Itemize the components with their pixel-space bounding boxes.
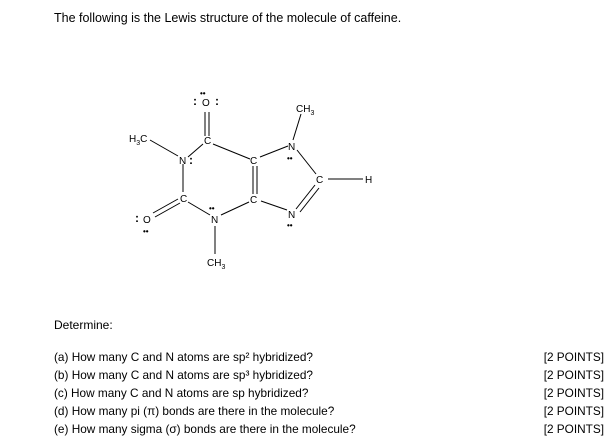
lone-pair-o-left-1: : [135, 211, 139, 225]
bond-cjb-nb [221, 202, 249, 215]
question-row [54, 368, 604, 384]
lone-pair-n-right-bottom: •• [287, 221, 293, 230]
caffeine-lewis-structure [95, 60, 385, 290]
atom-n1: N [179, 156, 187, 167]
lone-pair-n-right-top: •• [287, 154, 293, 163]
question-e: (e) How many sigma (σ) bonds are there in the molecule? [54, 422, 356, 436]
atom-n-right-top: N [288, 142, 296, 153]
bond-ctop-cjt [213, 144, 250, 159]
question-row [54, 422, 604, 438]
atom-h-right: H [365, 175, 373, 186]
points-c: [2 POINTS] [543, 386, 604, 400]
bond-ch3-n1 [150, 140, 178, 156]
atom-ch3-bottom: $CH_3$ [207, 258, 226, 271]
question-row [54, 404, 604, 420]
points-e: [2 POINTS] [543, 422, 604, 436]
bond-nrb-cjb [261, 201, 287, 210]
determine-heading: Determine: [54, 318, 113, 332]
lone-pair-o-top-above: •• [200, 89, 206, 98]
lone-pair-n-bottom: •• [209, 204, 215, 213]
atom-n-bottom: N [211, 215, 219, 226]
lone-pair-o-top-left: : [193, 94, 197, 108]
atom-n-right-bottom: N [288, 210, 296, 221]
lone-pair-n1: : [189, 153, 193, 167]
question-d: (d) How many pi (π) bonds are there in the molecule? [54, 404, 335, 418]
atom-ch3-top-right: $CH_3$ [296, 104, 315, 117]
atom-c-junction-bottom: C [250, 195, 258, 206]
question-row [54, 350, 604, 366]
points-a: [2 POINTS] [543, 350, 604, 364]
question-c: (c) How many C and N atoms are sp hybridized? [54, 386, 309, 400]
question-b: (b) How many C and N atoms are sp³ hybridized? [54, 368, 313, 382]
lone-pair-o-top-right: : [215, 94, 219, 108]
atom-o-left: O [143, 215, 151, 226]
points-b: [2 POINTS] [543, 368, 604, 382]
question-row [54, 386, 604, 402]
points-d: [2 POINTS] [543, 404, 604, 418]
atom-c-top: C [204, 136, 212, 147]
bond-nrt-ch3 [293, 114, 301, 140]
atom-c-left: C [180, 194, 188, 205]
bond-nrt-cr [297, 150, 316, 174]
caffeine-structure-svg [95, 60, 385, 290]
atom-o-top: O [202, 98, 210, 109]
bond-nb-cl [188, 202, 210, 215]
intro-text: The following is the Lewis structure of the molecule of caffeine. [54, 11, 402, 25]
bonds [150, 112, 363, 254]
bond-cjt-nrt [260, 146, 288, 157]
atom-h3c-left: $H_3C$ [129, 134, 148, 147]
question-a: (a) How many C and N atoms are sp² hybridized? [54, 350, 313, 364]
atom-c-right: C [316, 175, 324, 186]
lone-pair-o-left-2: •• [143, 227, 149, 236]
atom-c-junction-top: C [250, 156, 258, 167]
